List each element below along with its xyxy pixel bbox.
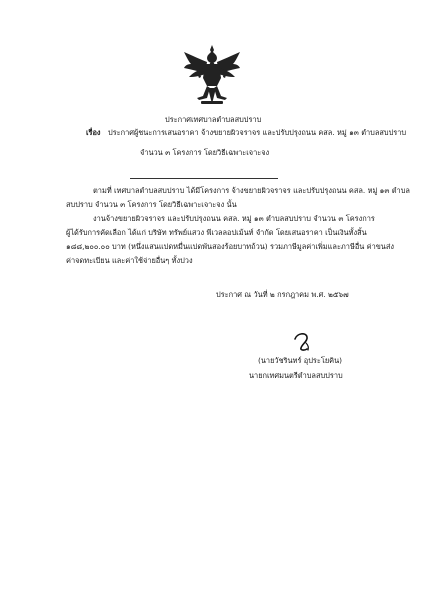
garuda-emblem-icon xyxy=(183,44,241,106)
body-p2-line1: งานจ้างขยายผิวจราจร และปรับปรุงถนน คสล. หมู่ ๑๓ ตำบลสบปราบ จำนวน ๓ โครงการ xyxy=(93,214,375,223)
subject-text: ประกาศผู้ชนะการเสนอราคา จ้างขยายผิวจราจร และปรับปรุงถนน คสล. หมู่ ๑๓ ตำบลสบปราบ xyxy=(108,128,407,137)
handwritten-signature xyxy=(291,330,313,352)
body-p1-line1: ตามที่ เทศบาลตำบลสบปราบ ได้มีโครงการ จ้างขยายผิวจราจร และปรับปรุงถนน คสล. หมู่ ๑๓ ตำบล xyxy=(93,186,410,195)
body-p2-line4: ค่าจดทะเบียน และค่าใช้จ่ายอื่นๆ ทั้งปวง xyxy=(66,256,193,265)
body-p2-line2: ผู้ได้รับการคัดเลือก ได้แก่ บริษัท ทรัพย์แสวง พีเวลลอปเม้นท์ จำกัด โดยเสนอราคา เป็นเงินทั้งสิ้น xyxy=(66,228,367,237)
subject-line-3: จำนวน ๓ โครงการ โดยวิธีเฉพาะเจาะจง xyxy=(140,148,270,157)
signatory-name: (นายวัชรินทร์ อุประโยคิน) xyxy=(258,356,343,365)
body-p1-line2: สบปราบ จำนวน ๓ โครงการ โดยวิธีเฉพาะเจาะจง นั้น xyxy=(66,200,237,209)
subject-label: เรื่อง xyxy=(86,128,101,137)
issuer-title: ประกาศเทศบาลตำบลสบปราบ xyxy=(165,115,262,124)
announcement-date: ประกาศ ณ วันที่ ๒ กรกฎาคม พ.ศ. ๒๕๖๗ xyxy=(216,290,349,299)
signatory-position: นายกเทศมนตรีตำบลสบปราบ xyxy=(249,371,343,380)
body-p2-line3: ๑๘๘,๒๐๐.๐๐ บาท (หนึ่งแสนแปดหมื่นแปดพันสองร้อยบาทถ้วน) รวมภาษีมูลค่าเพิ่มและภาษีอื่น ค่าขนส่ง xyxy=(66,242,394,251)
header-divider xyxy=(130,178,278,179)
